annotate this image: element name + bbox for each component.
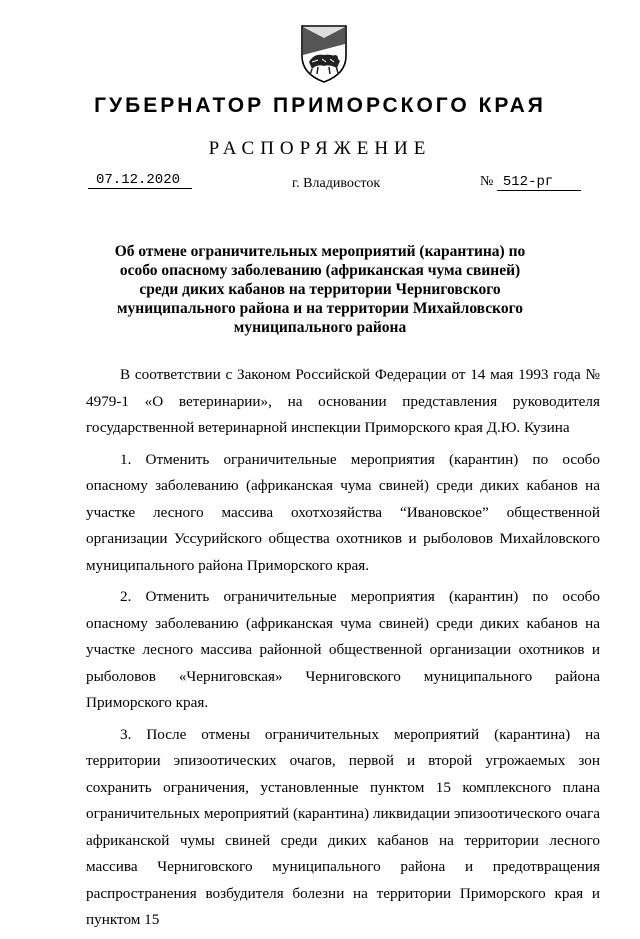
number-label: № <box>480 174 494 189</box>
document-city: г. Владивосток <box>292 176 381 191</box>
body-paragraph: 1. Отменить ограничительные мероприятия (карантин) по особо опасному заболеванию (африканская чума свиней) среди диких кабанов на участке лесного массива охотхозяйства “Ивановское” общественной организации Уссурийского общества охотников и рыболовов Михайловского муниципального района Приморского края. <box>86 450 600 574</box>
document-number: 512-рг <box>497 174 581 191</box>
body-paragraph: 3. После отмены ограничительных мероприятий (карантина) на территории эпизоотических очагов, первой и второй угрожаемых зон сохранить ограничения, установленные пунктом 15 комплексного плана ограничительных мероприятий (карантина) ликвидации эпизоотического очага африканской чумы свиней среди диких кабанов на территории лесного массива Черниговского муниципального района и предотвращения распространения возбудителя болезни на территории Приморского края и пунктом 15 <box>86 725 600 928</box>
document-date: 07.12.2020 <box>88 172 192 189</box>
body-paragraph: 2. Отменить ограничительные мероприятия (карантин) по особо опасному заболеванию (африканская чума свиней) среди диких кабанов на участке лесного массива районной общественной организации охотников и рыболовов «Черниговская» Черниговского муниципального района Приморского края. <box>86 588 600 711</box>
document-body <box>86 362 600 939</box>
document-subject: Об отмене ограничительных мероприятий (карантина) по особо опасному заболеванию (африканская чума свиней) среди диких кабанов на территории Черниговского муниципального района и на территории Михайловского муниципального района <box>114 243 526 336</box>
primorsky-krai-coat-of-arms-icon <box>298 22 350 84</box>
governor-title: ГУБЕРНАТОР ПРИМОРСКОГО КРАЯ <box>94 94 546 117</box>
document-type: РАСПОРЯЖЕНИЕ <box>208 138 432 159</box>
body-paragraph: В соответствии с Законом Российской Федерации от 14 мая 1993 года № 4979-1 «О ветеринарии», на основании представления руководителя государственной ветеринарной инспекции Приморского края Д.Ю. Кузина <box>86 366 600 436</box>
document-number-block <box>480 174 581 191</box>
